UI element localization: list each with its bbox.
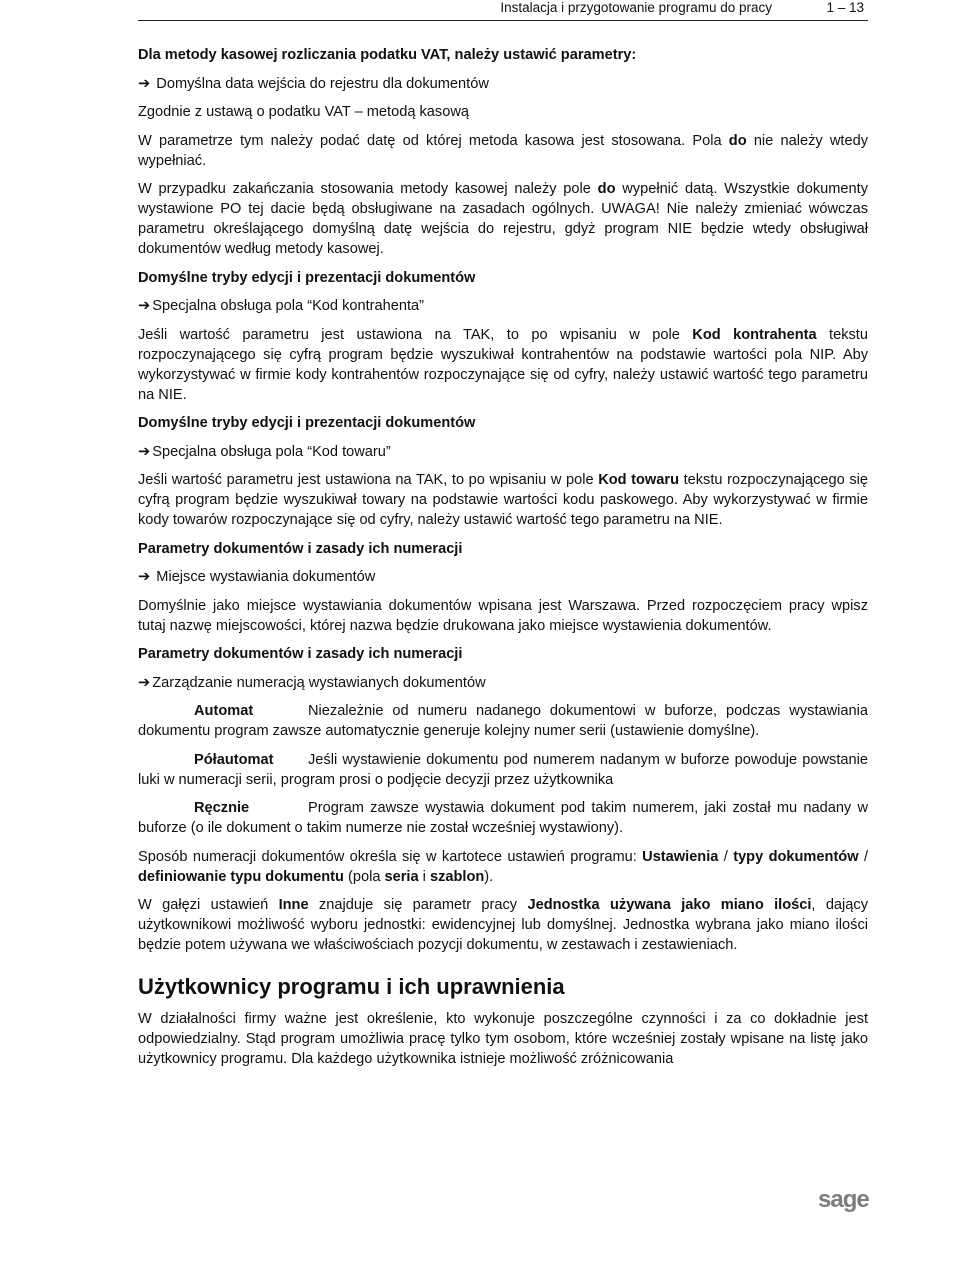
miejsce-paragraph: Domyślnie jako miejsce wystawiania dokumentów wpisana jest Warszawa. Przed rozpoczęciem pracy wpisz tutaj nazwę miejscowości, której nazwa będzie drukowana jako miejsce wystawienia dokumentów.: [138, 597, 868, 634]
sposob-text-c: (pola: [343, 868, 385, 885]
vat-p1-bold: do: [728, 132, 747, 149]
header-title: Instalacja i przygotowanie programu do pracy: [500, 0, 772, 15]
vat-p2-text-b: wypełnić datą. Wszystkie dokumenty wystawione PO tej dacie będą obsługiwane na zasadach ogólnych. UWAGA! Nie należy zmieniać wówczas parametru określającego domyślną datę wejścia do rejestru, gdyż program NIE będzie wtedy obsługiwał dokumentów według metody kasowej.: [138, 181, 869, 257]
galaz-text-b: znajduje się parametr pracy: [308, 897, 528, 913]
miejsce-heading: Parametry dokumentów i zasady ich numeracji: [138, 540, 463, 557]
document-body: [138, 45, 868, 1069]
vat-p1-text-b: nie należy wtedy wypełniać.: [138, 132, 868, 169]
kontrahent-p-text-b: tekstu rozpoczynającego się cyfrą program będzie wyszukiwał kontrahentów na podstawie wartości pola NIP. Aby wykorzystywać w firmie kody kontrahentów rozpoczynające się od cyfry, należy ustawić wartość tego parametru na NIE.: [138, 326, 868, 403]
vat-line2: Zgodnie z ustawą o podatku VAT – metodą kasową: [138, 104, 469, 120]
arrow-icon: ➔: [138, 298, 151, 314]
galaz-text-c: , dający użytkownikowi możliwość wyboru jednostki: ewidencyjnej lub domyślnej. Jednostka wybrana jako miano ilości będzie potem używana we właściwościach pozycji dokumentu, w zestawach i zestawieniach.: [138, 897, 869, 953]
sposob-paragraph: [138, 847, 868, 887]
sposob-bold-2: typy dokumentów: [733, 848, 859, 865]
polautomat-text: Jeśli wystawienie dokumentu pod numerem nadanym w buforze powoduje powstanie luki w numeracji serii, program prosi o podjęcie decyzji przez użytkownika: [138, 751, 868, 788]
sage-logo: [816, 1185, 872, 1217]
sposob-sep-1: /: [718, 848, 734, 865]
galaz-bold-2: Jednostka używana jako miano ilości: [527, 897, 812, 913]
miejsce-arrow-item: [138, 567, 868, 587]
kontrahent-p-bold: Kod kontrahenta: [692, 326, 817, 343]
kontrahent-arrow-text: Specjalna obsługa pola “Kod kontrahenta”: [152, 298, 425, 314]
arrow-icon: ➔: [138, 569, 151, 585]
recznie-term: Ręcznie: [194, 800, 250, 816]
arrow-icon: ➔: [138, 674, 151, 691]
kontrahent-heading: Domyślne tryby edycji i prezentacji dokumentów: [138, 269, 476, 286]
towar-p-text-b: tekstu rozpoczynającego się cyfrą program będzie wyszukiwał towary na podstawie wartości kodu paskowego. Aby wykorzystywać w firmie kody towarów rozpoczynające się od cyfry, należy ustawić wartość tego parametru na NIE.: [138, 472, 869, 528]
automat-definition: [138, 701, 868, 741]
vat-heading: Dla metody kasowej rozliczania podatku VAT, należy ustawić parametry:: [138, 47, 637, 63]
numeracja-arrow-item: [138, 673, 868, 693]
users-paragraph: W działalności firmy ważne jest określenie, kto wykonuje poszczególne czynności i za co dokładnie jest odpowiedzialny. Stąd program umożliwia pracę tylko tym osobom, które wcześniej zostały wpisane na listę jako użytkownicy programu. Dla każdego użytkownika istnieje możliwość zróżnicowania: [138, 1011, 868, 1067]
polautomat-term: Półautomat: [194, 751, 274, 768]
towar-p-bold: Kod towaru: [598, 472, 679, 488]
towar-arrow-item: [138, 442, 868, 462]
sposob-text-a: Sposób numeracji dokumentów określa się w kartotece ustawień programu:: [138, 848, 643, 865]
vat-arrow-text: Domyślna data wejścia do rejestru dla dokumentów: [156, 75, 489, 92]
users-heading: Użytkownicy programu i ich uprawnienia: [138, 974, 565, 999]
sposob-text-e: ).: [484, 868, 494, 885]
automat-text: Niezależnie od numeru nadanego dokumentowi w buforze, podczas wystawiania dokumentu program zawsze automatycznie generuje kolejny numer serii (ustawienie domyślne).: [138, 703, 868, 739]
vat-paragraph-1: [138, 131, 868, 171]
towar-paragraph: [138, 470, 868, 530]
recznie-text: Program zawsze wystawia dokument pod takim numerem, jaki został mu nadany w buforze (o ile dokument o takim numerze nie został wcześniej wystawiony).: [138, 800, 868, 836]
vat-p2-bold: do: [597, 181, 616, 197]
galaz-text-a: W gałęzi ustawień: [138, 897, 279, 913]
vat-arrow-item: [138, 74, 868, 94]
kontrahent-p-text-a: Jeśli wartość parametru jest ustawiona na TAK, to po wpisaniu w pole: [138, 326, 693, 343]
vat-p1-text-a: W parametrze tym należy podać datę od której metoda kasowa jest stosowana. Pola: [138, 132, 729, 149]
automat-term: Automat: [194, 703, 254, 719]
galaz-paragraph: [138, 895, 868, 955]
numeracja-arrow-text: Zarządzanie numeracją wystawianych dokumentów: [152, 674, 486, 691]
recznie-definition: [138, 798, 868, 838]
towar-heading: Domyślne tryby edycji i prezentacji dokumentów: [138, 415, 476, 431]
vat-paragraph-2: [138, 179, 868, 259]
page-header: [138, 0, 868, 21]
sposob-text-d: i: [418, 868, 430, 885]
galaz-bold-1: Inne: [278, 897, 309, 913]
sage-logo-text: sage: [818, 1186, 869, 1213]
sposob-bold-4: seria: [384, 868, 419, 885]
page-number: 1 – 13: [826, 0, 864, 15]
numeracja-heading: Parametry dokumentów i zasady ich numeracji: [138, 646, 463, 662]
polautomat-definition: [138, 750, 868, 790]
kontrahent-paragraph: [138, 325, 868, 405]
vat-p2-text-a: W przypadku zakańczania stosowania metody kasowej należy pole: [138, 181, 598, 197]
sposob-bold-3: definiowanie typu dokumentu: [138, 868, 344, 885]
kontrahent-arrow-item: [138, 296, 868, 316]
arrow-icon: ➔: [138, 443, 151, 460]
sposob-bold-5: szablon: [429, 868, 485, 885]
sposob-sep-2: /: [858, 848, 868, 865]
towar-p-text-a: Jeśli wartość parametru jest ustawiona na TAK, to po wpisaniu w pole: [138, 472, 599, 488]
sposob-bold-1: Ustawienia: [642, 848, 719, 865]
miejsce-arrow-text: Miejsce wystawiania dokumentów: [156, 569, 376, 585]
arrow-icon: ➔: [138, 75, 151, 92]
towar-arrow-text: Specjalna obsługa pola “Kod towaru”: [152, 443, 391, 460]
